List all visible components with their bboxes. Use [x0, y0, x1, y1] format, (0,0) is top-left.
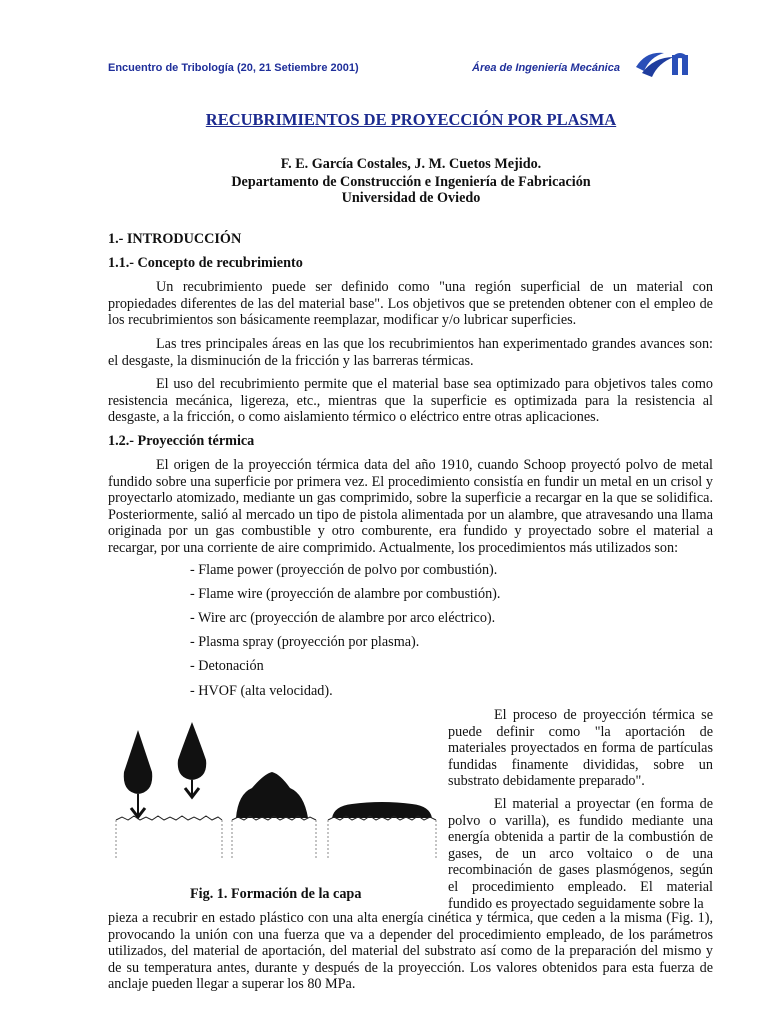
- list-item: - HVOF (alta velocidad).: [190, 683, 333, 699]
- list-item: - Flame power (proyección de polvo por combustión).: [190, 562, 498, 578]
- paragraph-1: Un recubrimiento puede ser definido como "una región superficial de un material con propiedades diferentes de las del material base". Los objetivos que se pretenden obtener con el empleo de los recubrimientos son básicamente reemplazar, modificar y/o lubricar superficies.: [108, 279, 713, 329]
- list-item: - Plasma spray (proyección por plasma).: [190, 634, 420, 650]
- paragraph-4: El origen de la proyección térmica data del año 1910, cuando Schoop proyectó polvo de metal fundido sobre una superficie por primera vez. El procedimiento consistía en fundir un metal en un crisol y proyectarlo atomizado, mediante un gas comprimido, sobre la superficie a recargar en la que se solidifica. Posteriormente, salió al mercado un tipo de pistola alimentada por un alambre, que atravesando una llama originada por un gas combustible y otro comburente, era fundido y proyectado sobre el material a recargar, por una corriente de aire comprimido. Actualmente, los procedimientos más utilizados son:: [108, 457, 713, 556]
- header-right: Área de Ingeniería Mecánica: [472, 62, 620, 74]
- paragraph-3: El uso del recubrimiento permite que el material base sea optimizado para objetivos tales como resistencia mecánica, ligereza, etc., mientras que la superficie es optimizada para la resistencia al desgaste, a la fricción, o como aislamiento térmico o eléctrico entre otras aplicaciones.: [108, 376, 713, 426]
- paper-title: RECUBRIMIENTOS DE PROYECCIÓN POR PLASMA: [205, 110, 617, 129]
- authors: F. E. García Costales, J. M. Cuetos Mejido.: [280, 156, 542, 172]
- paragraph-7: pieza a recubrir en estado plástico con una alta energía cinética y térmica, que ceden a la misma (Fig. 1), provocando la unión con una fuerza que va a depender del procedimiento empleado, de los parámetros utilizados, del material de aportación, del material del substrato así como de la preparación del mismo y de su temperatura antes, durante y después de la proyección. Los valores obtenidos para esta fuerza de anclaje pueden llegar a superar los 80 MPa.: [108, 910, 713, 993]
- university-logo: [634, 47, 692, 79]
- paragraph-6: El material a proyectar (en forma de polvo o varilla), es fundido mediante una energía obtenida a partir de la combustión de gases, de un arco voltaico o de una recombinación de gases plasmógenos, según el procedimiento empleado. El material fundido es proyectado seguidamente sobre la: [448, 796, 713, 912]
- paragraph-5: El proceso de proyección térmica se puede definir como "la aportación de materiales proyectados en forma de partículas fundidas finamente divididas, sobre un substrato debidamente preparado".: [448, 707, 713, 790]
- paragraph-2: Las tres principales áreas en las que los recubrimientos han experimentado grandes avances son: el desgaste, la disminución de la fricción y las barreras térmicas.: [108, 336, 713, 369]
- department: Departamento de Construcción e Ingeniería de Fabricación: [231, 174, 591, 190]
- section-heading: 1.- INTRODUCCIÓN: [108, 231, 242, 247]
- figure-caption: Fig. 1. Formación de la capa: [190, 886, 362, 902]
- university: Universidad de Oviedo: [341, 190, 481, 206]
- list-item: - Detonación: [190, 658, 264, 674]
- list-item: - Flame wire (proyección de alambre por combustión).: [190, 586, 501, 602]
- header-left: Encuentro de Tribología (20, 21 Setiembre 2001): [108, 62, 359, 74]
- subsection-heading-2: 1.2.- Proyección térmica: [108, 433, 255, 449]
- list-item: - Wire arc (proyección de alambre por arco eléctrico).: [190, 610, 496, 626]
- coating-formation-figure: [112, 720, 442, 860]
- subsection-heading-1: 1.1.- Concepto de recubrimiento: [108, 255, 303, 271]
